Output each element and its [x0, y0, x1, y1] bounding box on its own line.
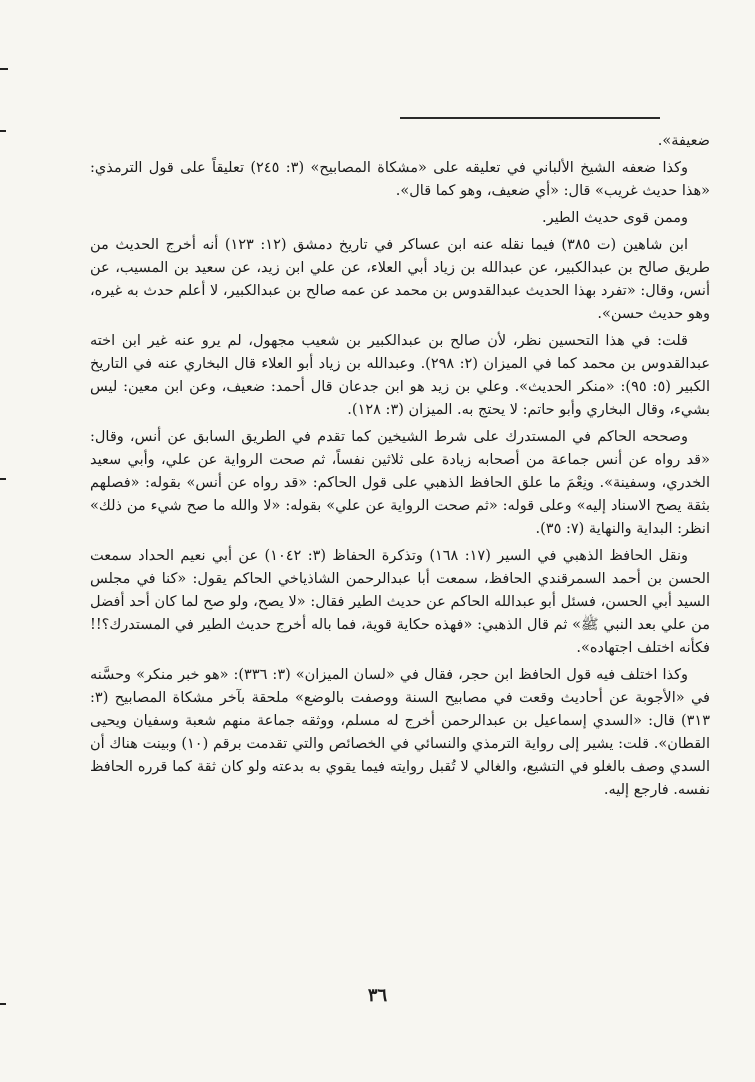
paragraph: ونقل الحافظ الذهبي في السير (١٧: ١٦٨) وتذكرة الحفاظ (٣: ١٠٤٢) عن أبي نعيم الحداد سمعت الحسن بن أحمد السمرقندي الحافظ، سمعت أبا عبدالرحمن الشاذياخي الحاكم يقول: «كنا في مجلس السيد أبي الحسن، فسئل أبو عبدالله الحاكم عن حديث الطير فقال: «لا يصح، ولو صح لما كان أحد أفضل من علي بعد النبي ﷺ» ثم قال الذهبي: «فهذه حكاية قوية، فما باله أخرج حديث الطير في المستدرك؟!! فكأنه اختلف اجتهاده». — [90, 548, 710, 656]
paragraph: ضعيفة». — [657, 133, 710, 149]
paragraph: ابن شاهين (ت ٣٨٥) فيما نقله عنه ابن عساكر في تاريخ دمشق (١٢: ١٢٣) أنه أخرج الحديث من طريق صالح بن عبدالكبير، عن عبدالله بن زياد أبي العلاء، عن علي ابن زيد، عن سعيد بن المسيب، عن أنس، وقال: «تفرد بهذا الحديث عبدالقدوس بن محمد عن عمه صالح بن عبدالكبير، لا أعلم حدث به غيره، وهو حديث حسن». — [90, 237, 710, 322]
page-number: ٣٦ — [367, 985, 388, 1006]
header-rule — [400, 117, 660, 119]
paragraph: وصححه الحاكم في المستدرك على شرط الشيخين كما تقدم في الطريق السابق عن أنس، وقال: «قد رواه عن أنس جماعة من أصحابه زيادة على ثلاثين نفساً، ثم صحت الرواية عن علي، وأبي سعيد الخدري، وسفينة». ونِعْمَ ما علق الحافظ الذهبي على قول الحاكم: «قد رواه عن أنس» بقوله: «فصلهم بثقة يصح الاسناد إليه» وعلى قوله: «ثم صحت الرواية عن علي» بقوله: «لا والله ما صح شيء من ذلك» انظر: البداية والنهاية (٧: ٣٥). — [90, 429, 710, 537]
paragraph: قلت: في هذا التحسين نظر، لأن صالح بن عبدالكبير بن شعيب مجهول، لم يرو عنه غير ابن اخته عبدالقدوس بن محمد كما في الميزان (٢: ٢٩٨). وعبدالله بن زياد أبو العلاء قال البخاري عنه في التاريخ الكبير (٥: ٩٥): «منكر الحديث». وعلي بن زيد هو ابن جدعان قال أحمد: ضعيف، وعن ابن معين: ليس بشيء، وقال البخاري وأبو حاتم: لا يحتج به. الميزان (٣: ١٢٨). — [90, 333, 711, 418]
paragraph: وكذا اختلف فيه قول الحافظ ابن حجر، فقال في «لسان الميزان» (٣: ٣٣٦): «هو خبر منكر» وحسَّنه في «الأجوبة عن أحاديث وقعت في مصابيح السنة ووصفت بالوضع» ملحقة بآخر مشكاة المصابيح (٣: ٣١٣) قال: «السدي إسماعيل بن عبدالرحمن أخرج له مسلم، ووثقه جماعة منهم شعبة وسفيان ويحيى القطان». قلت: يشير إلى رواية الترمذي والنسائي في الخصائص والتي تقدمت برقم (١٠) وبينت هناك أن السدي وصف بالغلو في التشيع، والغالي لا تُقبل روايته فيما يقوي به بدعته ولو كان ثقة كما قرره الحافظ نفسه. فارجع إليه. — [90, 667, 710, 798]
margin-mark — [0, 68, 8, 70]
margin-mark — [0, 478, 6, 480]
paragraph: وكذا ضعفه الشيخ الألباني في تعليقه على «مشكاة المصابيح» (٣: ٢٤٥) تعليقاً على قول الترمذي: «هذا حديث غريب» قال: «أي ضعيف، وهو كما قال». — [90, 160, 710, 199]
margin-mark — [0, 130, 6, 132]
body-text — [90, 130, 710, 806]
paragraph: وممن قوى حديث الطير. — [542, 210, 688, 226]
